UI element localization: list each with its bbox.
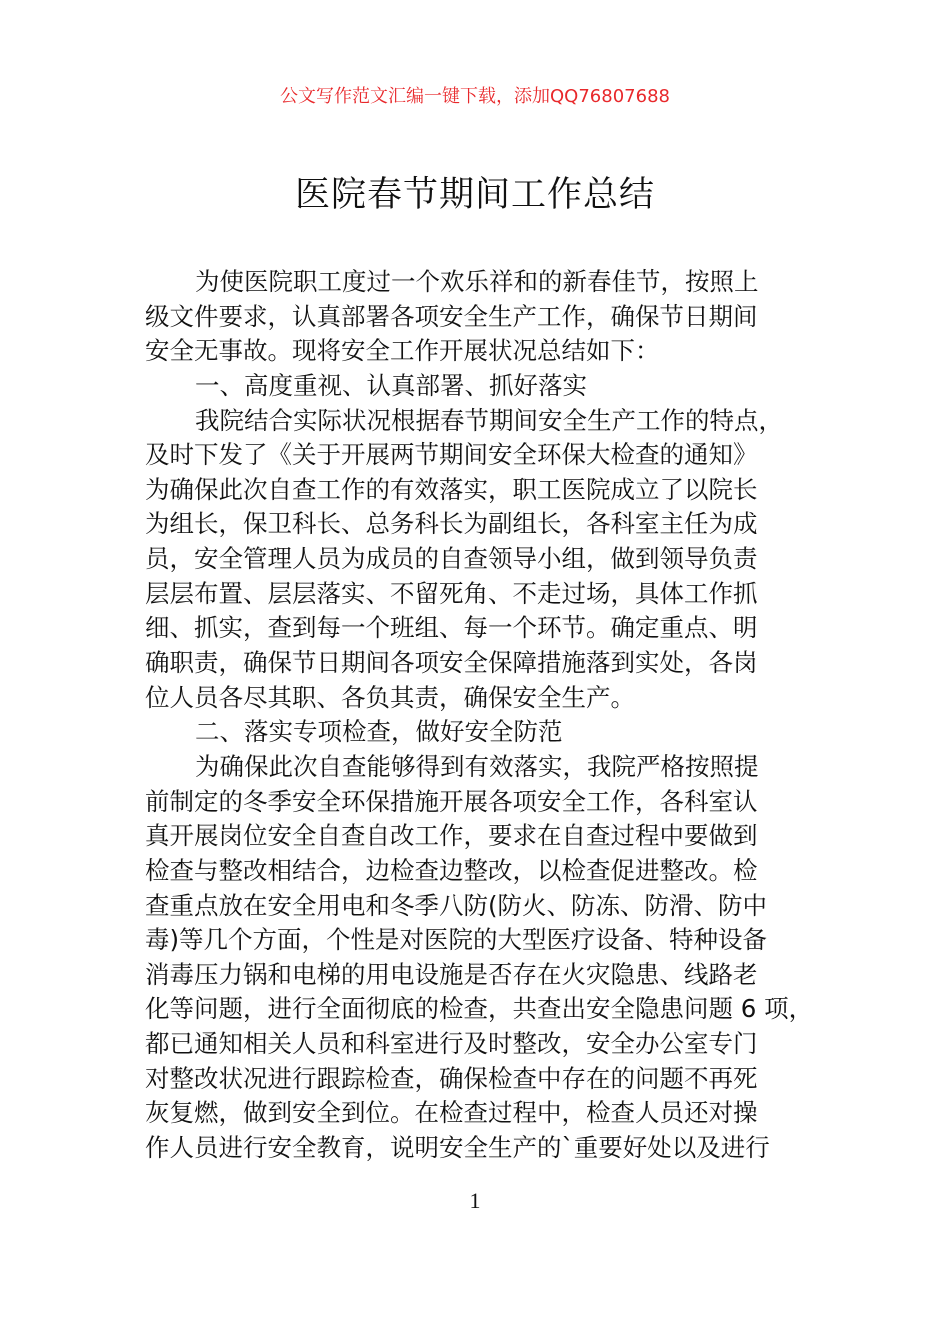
text-line: 检查与整改相结合，边检查边整改，以检查促进整改。检 <box>145 855 758 885</box>
text-line: 及时下发了《关于开展两节期间安全环保大检查的通知》 <box>145 440 758 470</box>
text-line: 我院结合实际状况根据春节期间安全生产工作的特点， <box>195 405 783 435</box>
text-line: 层层布置、层层落实、不留死角、不走过场，具体工作抓 <box>145 578 758 608</box>
text-line: 安全无事故。现将安全工作开展状况总结如下： <box>145 336 660 366</box>
text-line: 为确保此次自查能够得到有效落实，我院严格按照提 <box>195 751 759 781</box>
text-line: 为组长，保卫科长、总务科长为副组长，各科室主任为成 <box>145 509 758 539</box>
text-line: 前制定的冬季安全环保措施开展各项安全工作，各科室认 <box>145 786 758 816</box>
page-number: 1 <box>469 1188 481 1213</box>
text-line: 位人员各尽其职、各负其责，确保安全生产。 <box>145 682 635 712</box>
download-watermark-link[interactable]: 公文写作范文汇编一键下载，添加QQ76807688 <box>280 86 670 107</box>
text-line: 二、落实专项检查，做好安全防范 <box>195 717 563 747</box>
text-line: 查重点放在安全用电和冬季八防(防火、防冻、防滑、防中 <box>145 890 768 920</box>
text-line: 消毒压力锅和电梯的用电设施是否存在火灾隐患、线路老 <box>145 959 758 989</box>
text-line: 细、抓实，查到每一个班组、每一个环节。确定重点、明 <box>145 613 758 643</box>
text-line: 确职责，确保节日期间各项安全保障措施落到实处，各岗 <box>145 648 758 678</box>
text-line: 级文件要求，认真部署各项安全生产工作，确保节日期间 <box>145 301 758 331</box>
text-line: 灰复燃，做到安全到位。在检查过程中，检查人员还对操 <box>145 1098 758 1128</box>
text-line: 对整改状况进行跟踪检查，确保检查中存在的问题不再死 <box>145 1063 758 1093</box>
text-line: 都已通知相关人员和科室进行及时整改，安全办公室专门 <box>145 1029 758 1059</box>
text-line: 员，安全管理人员为成员的自查领导小组，做到领导负责 <box>145 544 758 574</box>
document-title: 医院春节期间工作总结 <box>294 175 655 215</box>
text-line: 作人员进行安全教育，说明安全生产的`重要好处以及进行 <box>145 1133 770 1163</box>
text-line: 为使医院职工度过一个欢乐祥和的新春佳节，按照上 <box>195 267 759 296</box>
text-line: 真开展岗位安全自查自改工作，要求在自查过程中要做到 <box>145 821 758 851</box>
document-body <box>145 265 835 1166</box>
text-line: 一、高度重视、认真部署、抓好落实 <box>195 370 587 400</box>
text-line: 毒)等几个方面，个性是对医院的大型医疗设备、特种设备 <box>145 925 768 955</box>
text-line: 为确保此次自查工作的有效落实，职工医院成立了以院长 <box>145 474 758 504</box>
text-line: 化等问题，进行全面彻底的检查，共查出安全隐患问题 6 项， <box>145 994 814 1024</box>
